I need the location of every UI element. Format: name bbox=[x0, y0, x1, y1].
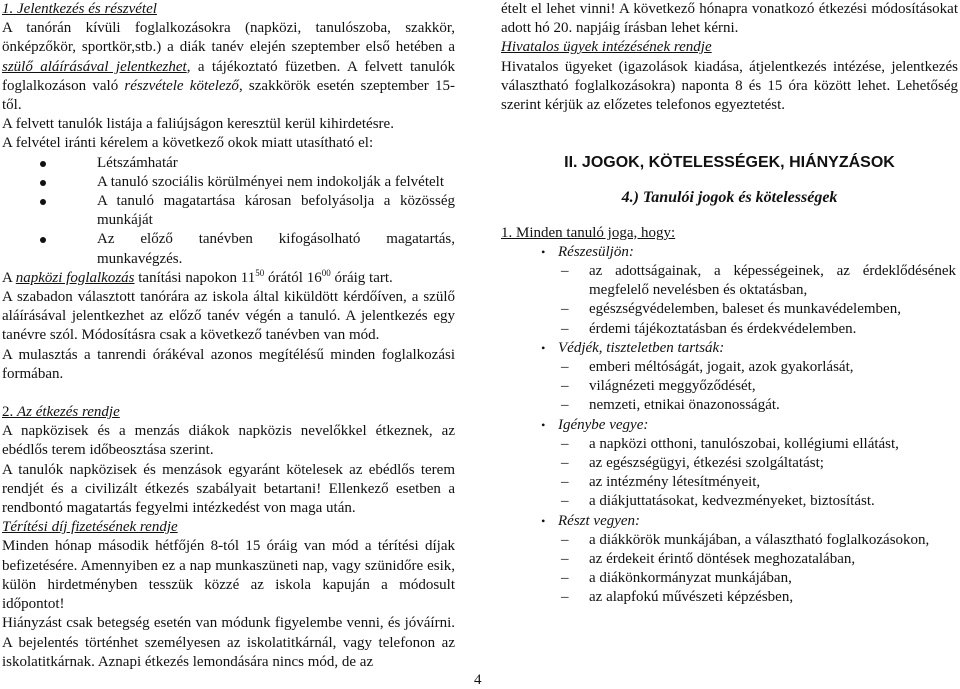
section-1-paragraph-6: A mulasztás a tanrendi órákéval azonos megítélésű minden foglalkozási formában. bbox=[2, 346, 455, 382]
list-item-text: emberi méltóságát, jogait, azok gyakorlását, bbox=[589, 359, 854, 376]
list-item bbox=[501, 320, 958, 339]
dash-icon: – bbox=[561, 455, 569, 472]
section-2-paragraph-3: Minden hónap második hétfőjén 8-tól 15 óráig van mód a térítési díjak befizetésére. Amennyiben ez a nap munkaszüneti nap, vagy szünidőre esik, külön hirdetményben tesszük közzé az iskola kapuján a módosult időpontot! bbox=[2, 538, 455, 613]
list-item-text: az érdekeit érintő döntések meghozatalában, bbox=[589, 551, 856, 568]
section-2-title bbox=[2, 403, 455, 422]
group-label-text: Védjék, tiszteletben tartsák: bbox=[558, 339, 725, 356]
bullet-icon bbox=[40, 237, 46, 243]
official-matters-title: Hivatalos ügyek intézésének rendje bbox=[501, 39, 712, 56]
list-item-text: A tanuló szociális körülményei nem indokolják a felvételt bbox=[97, 173, 444, 190]
list-item-text: nemzeti, etnikai önazonosságát. bbox=[589, 397, 780, 414]
dash-icon: – bbox=[561, 263, 569, 280]
s1-text-b: , a tájékoztató füzetben. A felvett tanulók foglalkozáson való bbox=[2, 58, 455, 94]
list-item-text: az egészségügyi, étkezési szolgáltatást; bbox=[589, 455, 824, 472]
napkozi-pre: A bbox=[2, 269, 16, 286]
list-item bbox=[97, 192, 455, 230]
list-item-text: érdemi tájékoztatásban és érdekvédelemben. bbox=[589, 320, 857, 337]
napkozi-hours bbox=[2, 269, 455, 288]
rejection-reasons-list bbox=[2, 154, 455, 269]
list-item-text: Az előző tanévben kifogásolható magatartás, munkavégzés. bbox=[97, 231, 455, 267]
section-2-paragraph-2: A tanulók napközisek és menzások egyaránt kötelesek az ebédlős terem rendjét és a civilizált étkezés szabályait betartani! Ellenkező esetben a rendbontó magatartás fegyelmi intézkedést von maga után. bbox=[2, 461, 455, 517]
list-item-text: a napközi otthoni, tanulószobai, kollégiumi ellátást, bbox=[589, 435, 899, 452]
group-label bbox=[501, 339, 958, 358]
napkozi-mid2: órától 16 bbox=[264, 269, 322, 286]
subchapter-heading: 4.) Tanulói jogok és kötelességek bbox=[621, 189, 838, 207]
dash-icon: – bbox=[561, 397, 569, 414]
rights-group bbox=[501, 243, 958, 339]
list-item-text: a diákjuttatásokat, kedvezményeket, biztosítást. bbox=[589, 493, 875, 510]
rights-group bbox=[501, 416, 958, 512]
list-item-text: világnézeti meggyőződését, bbox=[589, 378, 756, 395]
dash-icon: – bbox=[561, 301, 569, 318]
bullet-icon: • bbox=[541, 244, 546, 259]
list-item bbox=[501, 569, 958, 588]
section-1-paragraph-1 bbox=[2, 19, 455, 115]
spacer bbox=[2, 384, 455, 403]
bullet-icon: • bbox=[541, 417, 546, 432]
section-1-title: 1. Jelentkezés és részvétel bbox=[2, 1, 157, 17]
section-2-subtitle: Térítési díj fizetésének rendje bbox=[2, 519, 178, 536]
s1-text-a: A tanórán kívüli foglalkozásokra (napközi, tanulószoba, szakkör, önképzőkör, sportkör,stb.) a diák tanév elején szeptember első hetében a bbox=[2, 20, 455, 56]
dash-icon: – bbox=[561, 378, 569, 395]
group-label bbox=[501, 416, 958, 435]
list-item-text: A tanuló magatartása károsan befolyásolja a közösség munkáját bbox=[97, 193, 455, 229]
left-column bbox=[2, 0, 455, 672]
dash-icon: – bbox=[561, 359, 569, 376]
list-item bbox=[501, 454, 958, 473]
napkozi-end: óráig tart. bbox=[330, 269, 393, 286]
list-item-text: a diákkörök munkájában, a választható foglalkozásokon, bbox=[589, 531, 930, 548]
spacer bbox=[501, 208, 958, 224]
s1-text-c: , szakkörök esetén szeptember 15-től. bbox=[2, 77, 456, 114]
s1-italic-b: részvétele kötelező bbox=[124, 77, 239, 94]
list-item bbox=[501, 531, 958, 550]
list-item-text: az alapfokú művészeti képzésben, bbox=[589, 589, 794, 606]
napkozi-sup-start: 50 bbox=[255, 267, 265, 278]
dash-icon: – bbox=[561, 531, 569, 548]
bullet-icon: • bbox=[541, 340, 546, 355]
section-1-paragraph-2: A felvett tanulók listája a faliújságon keresztül kerül kihirdetésre. bbox=[2, 116, 394, 133]
group-label-text: Részt vegyen: bbox=[558, 512, 641, 529]
list-item bbox=[501, 473, 958, 492]
list-item bbox=[501, 300, 958, 319]
page-number: 4 bbox=[474, 672, 482, 688]
dash-icon: – bbox=[561, 435, 569, 452]
group-label bbox=[501, 243, 958, 262]
list-item bbox=[501, 358, 958, 377]
official-matters-paragraph: Hivatalos ügyeket (igazolások kiadása, átjelentkezés intézése, jelentkezés választható foglalkozásokra) naponta 8 és 15 óra között lehet. Lehetőség szerint kérjük az előzetes telefonos egyeztetést. bbox=[501, 58, 958, 114]
dash-icon: – bbox=[561, 589, 569, 606]
list-item bbox=[97, 154, 455, 173]
dash-icon: – bbox=[561, 493, 569, 510]
rights-group bbox=[501, 512, 958, 608]
section-2-paragraph-4: Hiányzást csak betegség esetén van módunk figyelembe venni, és jóváírni. A bejelentés történhet személyesen az iskolatitkárnál, vagy telefonon az iskolatitkárnak. Aznapi étkezés lemondására nincs mód, de az bbox=[2, 615, 455, 670]
list-item bbox=[501, 588, 958, 607]
dash-icon: – bbox=[561, 474, 569, 491]
group-label-text: Igénybe vegye: bbox=[558, 416, 649, 433]
rights-title: 1. Minden tanuló joga, hogy: bbox=[501, 224, 676, 241]
napkozi-italic: napközi foglalkozás bbox=[15, 269, 135, 286]
section-1-paragraph-3: A felvétel iránti kérelem a következő okok miatt utasítható el: bbox=[2, 135, 374, 152]
rights-group bbox=[501, 339, 958, 416]
group-label bbox=[501, 512, 958, 531]
bullet-icon bbox=[40, 161, 46, 167]
group-label-text: Részesüljön: bbox=[558, 243, 634, 260]
list-item bbox=[501, 550, 958, 569]
list-item-text: Létszámhatár bbox=[97, 154, 178, 171]
list-item bbox=[97, 173, 455, 192]
dash-icon: – bbox=[561, 570, 569, 587]
napkozi-sup-end: 00 bbox=[321, 267, 331, 278]
list-item-text: a diákönkormányzat munkájában, bbox=[589, 570, 792, 587]
bullet-icon bbox=[40, 180, 46, 186]
chapter-heading: II. JOGOK, KÖTELESSÉGEK, HIÁNYZÁSOK bbox=[564, 154, 895, 172]
bullet-icon bbox=[40, 199, 46, 205]
list-item-text: az adottságainak, a képességeinek, az érdeklődésének megfelelő nevelésben és oktatásban, bbox=[589, 263, 956, 299]
section-2-number: 2. bbox=[2, 404, 17, 421]
list-item bbox=[501, 396, 958, 415]
dash-icon: – bbox=[561, 551, 569, 568]
list-item-text: egészségvédelemben, baleset és munkavédelemben, bbox=[589, 301, 901, 318]
bullet-icon: • bbox=[541, 513, 546, 528]
dash-icon: – bbox=[561, 320, 569, 337]
list-item bbox=[501, 262, 958, 300]
s1-italic-a: szülő aláírásával jelentkezhet bbox=[2, 58, 187, 75]
napkozi-mid: tanítási napokon 11 bbox=[134, 269, 256, 286]
spacer bbox=[501, 172, 958, 188]
list-item bbox=[97, 230, 455, 268]
spacer bbox=[501, 115, 958, 153]
list-item bbox=[501, 435, 958, 454]
section-2-paragraph-1: A napközisek és a menzás diákok napközis nevelőkkel étkeznek, az ebédlős terem időbeosztása szerint. bbox=[2, 423, 455, 459]
section-2-title-text: Az étkezés rendje bbox=[17, 404, 120, 421]
list-item bbox=[501, 377, 958, 396]
continued-paragraph: ételt el lehet vinni! A következő hónapra vonatkozó étkezési módosításokat adott hó 20. napjáig írásban lehet kérni. bbox=[501, 1, 958, 37]
right-column bbox=[501, 0, 958, 608]
section-1-paragraph-5: A szabadon választott tanórára az iskola által kiküldött kérdőíven, a szülő aláírásával jelentkezhet az előző tanév végén a tanuló. A jelentkezés egy tanévre szól. Módosításra csak a következő tanévben van mód. bbox=[2, 289, 455, 344]
list-item bbox=[501, 492, 958, 511]
list-item-text: az intézmény létesítményeit, bbox=[589, 474, 761, 491]
